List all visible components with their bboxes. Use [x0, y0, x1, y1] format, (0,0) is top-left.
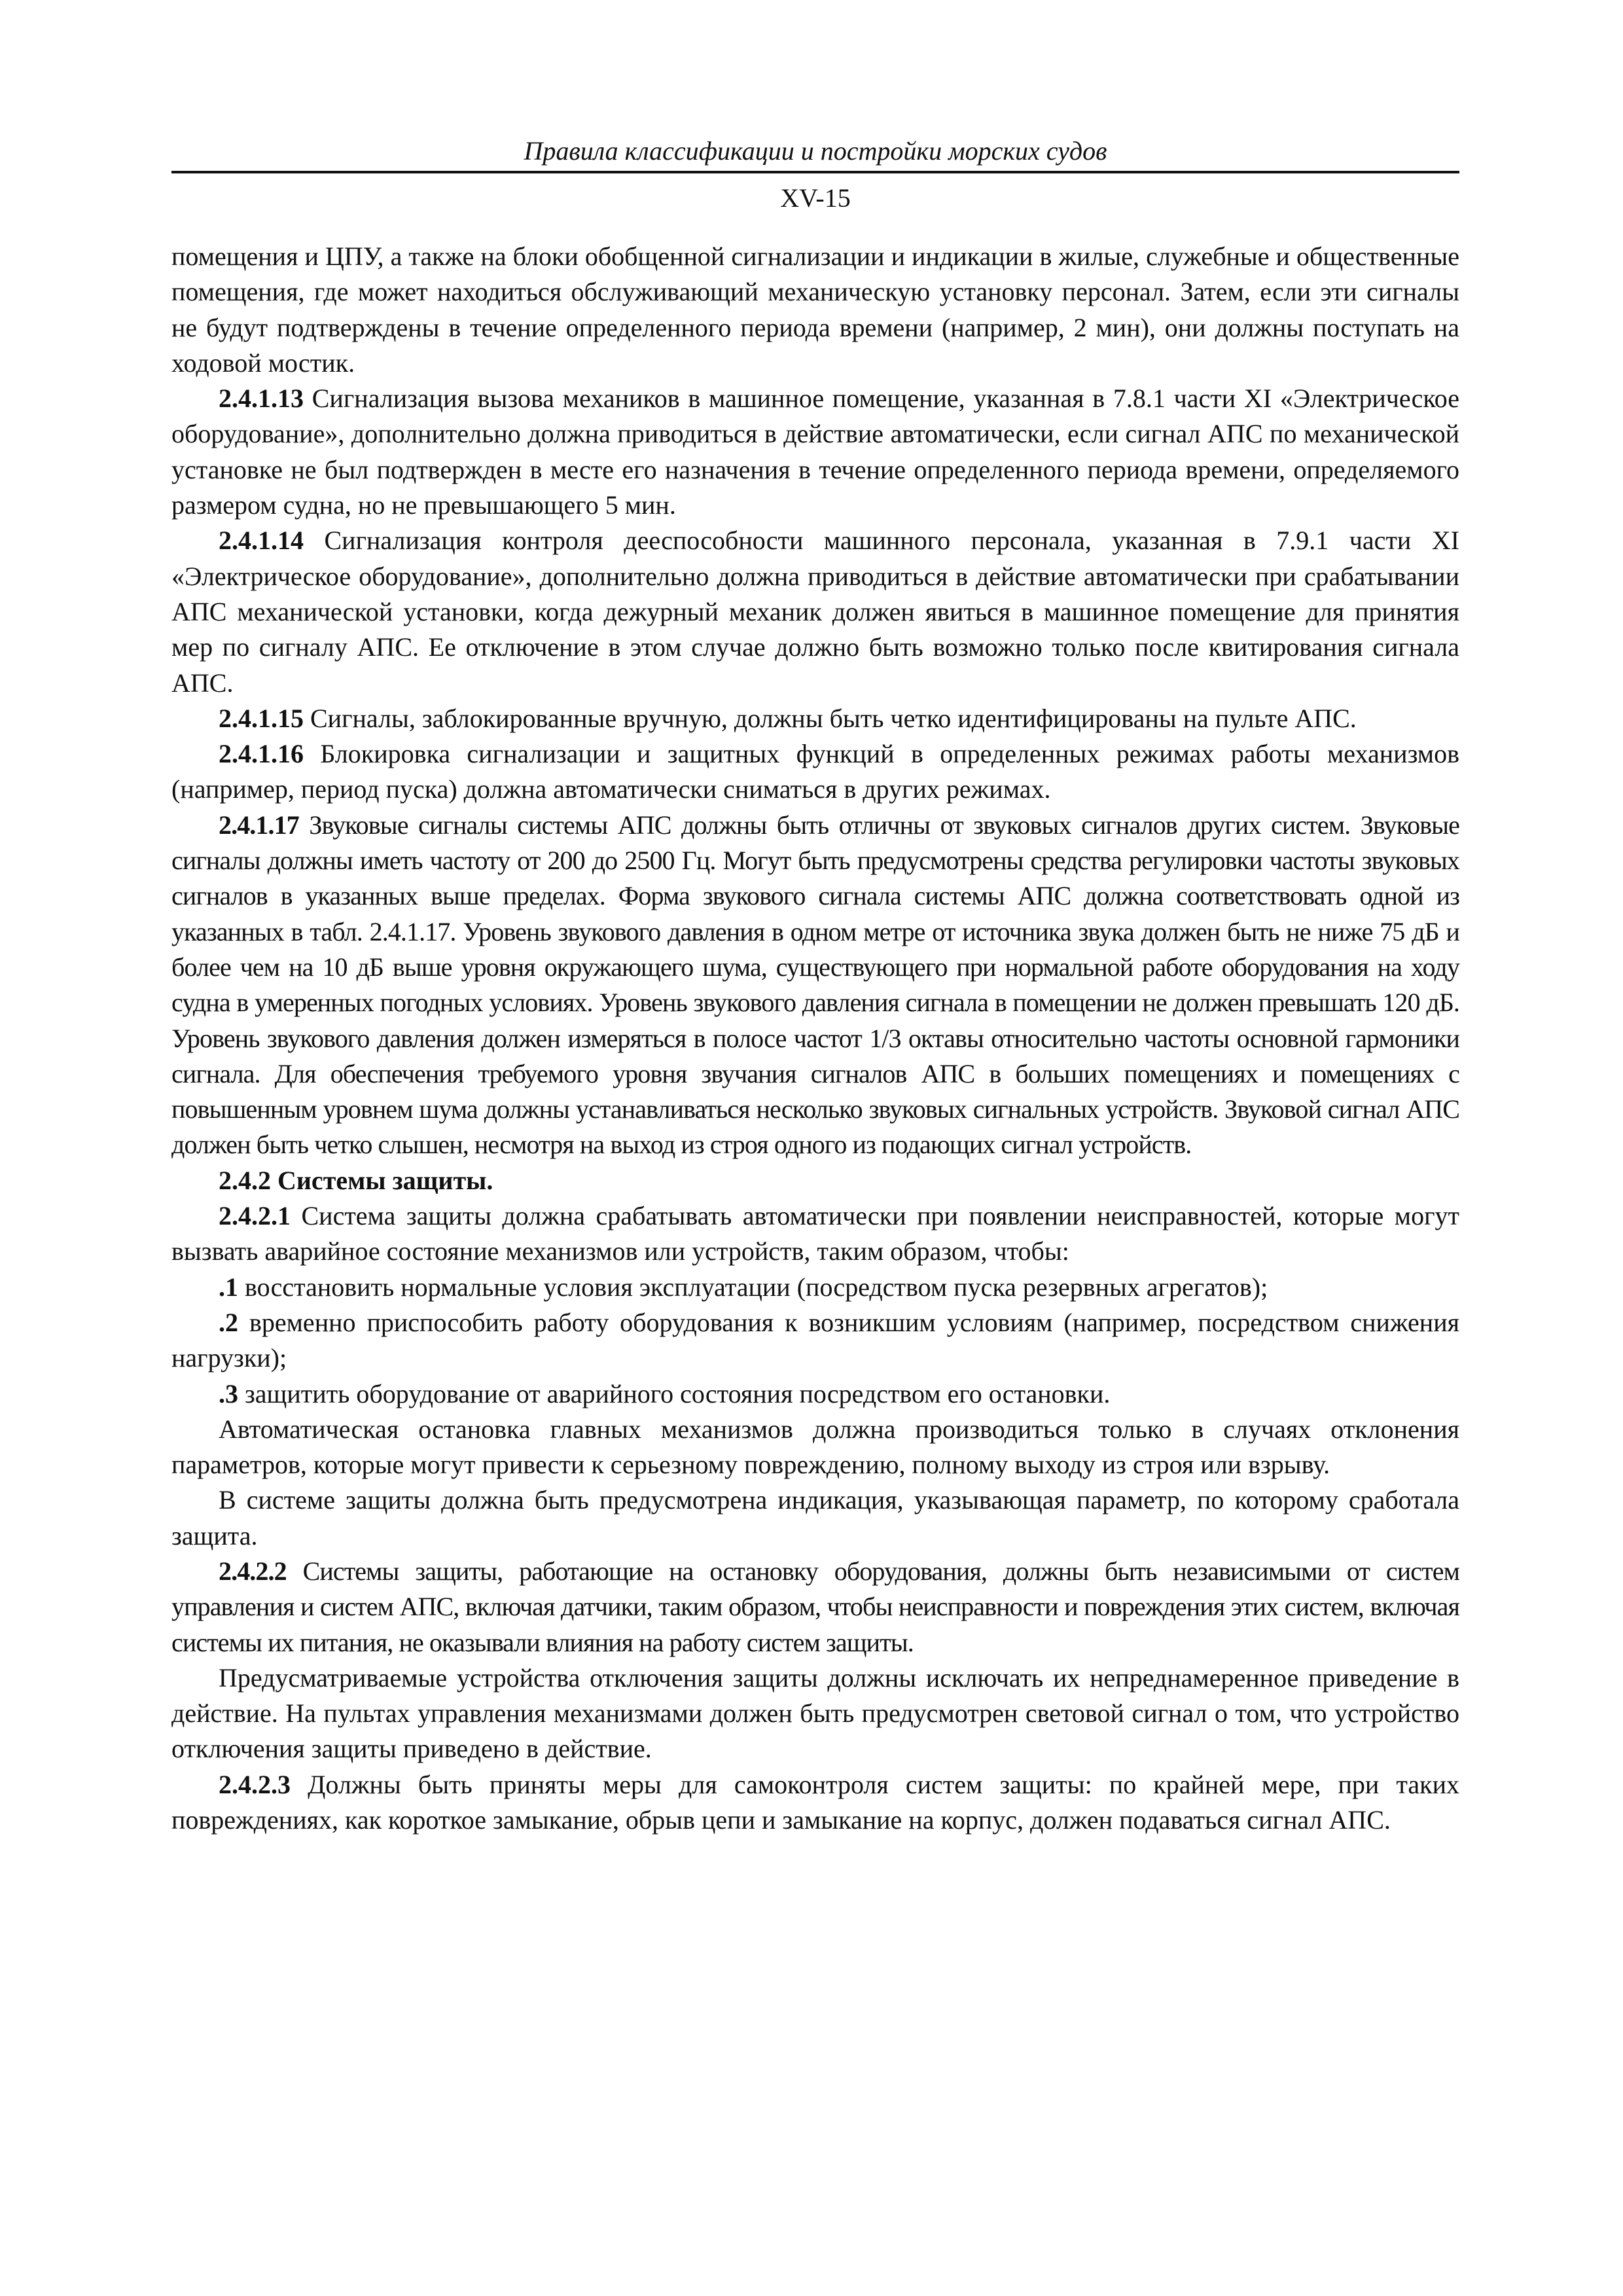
list-item-text: временно приспособить работу оборудования к возникшим условиям (например, посредством снижения нагрузки);: [171, 1307, 1459, 1373]
list-item-number: .3: [219, 1378, 238, 1408]
paragraph: [171, 808, 1459, 1163]
paragraph-text: Сигнализация вызова механиков в машинное помещение, указанная в 7.8.1 части XI «Электрическое оборудование», дополнительно должна приводиться в действие автоматически, если сигнал АПС по механической установке не был подтвержден в месте его назначения в течение определенного периода времени, определяемого размером судна, но не превышающего 5 мин.: [171, 384, 1459, 520]
paragraph-text: Автоматическая остановка главных механизмов должна производиться только в случаях отклонения параметров, которые могут привести к серьезному повреждению, полному выходу из строя или взрыву.: [171, 1414, 1459, 1480]
paragraph-text: Предусматриваемые устройства отключения защиты должны исключать их непреднамеренное приведение в действие. На пультах управления механизмами должен быть предусмотрен световой сигнал о том, что устройство отключения защиты приведено в действие.: [171, 1662, 1459, 1764]
clause-number: 2.4.1.17: [219, 810, 299, 840]
paragraph: [171, 736, 1459, 808]
paragraph: [171, 1482, 1459, 1554]
paragraph: [171, 1412, 1459, 1483]
clause-number: 2.4.2.1: [219, 1201, 291, 1231]
paragraph-text: Блокировка сигнализации и защитных функций в определенных режимах работы механизмов (например, период пуска) должна автоматически сниматься в других режимах.: [171, 739, 1459, 804]
list-item-number: .1: [219, 1272, 238, 1302]
paragraph: [171, 523, 1459, 700]
list-item: [171, 1305, 1459, 1376]
clause-number: 2.4.1.16: [219, 739, 304, 769]
paragraph-text: Сигнализация контроля дееспособности машинного персонала, указанная в 7.9.1 части XI «Электрическое оборудование», дополнительно должна приводиться в действие автоматически при срабатывании АПС механической установки, когда дежурный механик должен явиться в машинное помещение для принятия мер по сигналу АПС. Ее отключение в этом случае должно быть возможно только после квитирования сигнала АПС.: [171, 526, 1459, 698]
clause-number: 2.4.1.14: [219, 526, 304, 556]
paragraph: [171, 1767, 1459, 1839]
body-text: [171, 239, 1459, 1838]
section-heading: [171, 1163, 1459, 1198]
list-item-text: восстановить нормальные условия эксплуатации (посредством пуска резервных агрегатов);: [238, 1272, 1268, 1302]
paragraph-text: Система защиты должна срабатывать автоматически при появлении неисправностей, которые могут вызвать аварийное состояние механизмов или устройств, таким образом, чтобы:: [171, 1201, 1459, 1266]
paragraph-text: Системы защиты, работающие на остановку оборудования, должны быть независимыми от систем управления и систем АПС, включая датчики, таким образом, чтобы неисправности и повреждения этих систем, включая системы их питания, не оказывали влияния на работу систем защиты.: [171, 1556, 1459, 1657]
clause-number: 2.4.2.3: [219, 1769, 291, 1799]
list-item: [171, 1270, 1459, 1305]
paragraph: [171, 701, 1459, 736]
paragraph-text: Звуковые сигналы системы АПС должны быть отличны от звуковых сигналов других систем. Звуковые сигналы должны иметь частоту от 200 до 2500 Гц. Могут быть предусмотрены средства регулировки частоты звуковых сигналов в указанных выше пределах. Форма звукового сигнала системы АПС должна соответствовать одной из указанных в табл. 2.4.1.17. Уровень звукового давления в одном метре от источника звука должен быть не ниже 75 дБ и более чем на 10 дБ выше уровня окружающего шума, существующего при нормальной работе оборудования на ходу судна в умеренных погодных условиях. Уровень звукового давления сигнала в помещении не должен превышать 120 дБ. Уровень звукового давления должен измеряться в полосе частот 1/3 октавы относительно частоты основной гармоники сигнала. Для обеспечения требуемого уровня звучания сигналов АПС в больших помещениях и помещениях с повышенным уровнем шума должны устанавливаться несколько звуковых сигнальных устройств. Звуковой сигнал АПС должен быть четко слышен, несмотря на выход из строя одного из подающих сигнал устройств.: [171, 810, 1459, 1160]
paragraph-text: помещения и ЦПУ, а также на блоки обобщенной сигнализации и индикации в жилые, служебные и общественные помещения, где может находиться обслуживающий механическую установку персонал. Затем, если эти сигналы не будут подтверждены в течение определенного периода времени (например, 2 мин), они должны поступать на ходовой мостик.: [171, 242, 1459, 378]
list-item-number: .2: [219, 1307, 238, 1337]
paragraph: [171, 1660, 1459, 1767]
clause-number: 2.4.2.2: [219, 1556, 287, 1586]
paragraph: [171, 1554, 1459, 1660]
paragraph: [171, 381, 1459, 523]
list-item: [171, 1376, 1459, 1412]
clause-number: 2.4.1.15: [219, 703, 304, 733]
page-number: XV-15: [780, 183, 851, 213]
paragraph: [171, 1198, 1459, 1270]
paragraph: [171, 239, 1459, 381]
paragraph-text: Должны быть приняты меры для самоконтроля систем защиты: по крайней мере, при таких повреждениях, как короткое замыкание, обрыв цепи и замыкание на корпус, должен подаваться сигнал АПС.: [171, 1769, 1459, 1835]
paragraph-text: В системе защиты должна быть предусмотрена индикация, указывающая параметр, по которому сработала защита.: [171, 1485, 1459, 1551]
clause-number: 2.4.1.13: [219, 384, 304, 414]
running-header: Правила классификации и постройки морских судов: [524, 136, 1107, 166]
document-page: [171, 134, 1459, 1838]
section-heading-text: 2.4.2 Системы защиты.: [219, 1165, 493, 1195]
header-rule: [171, 171, 1459, 173]
list-item-text: защитить оборудование от аварийного состояния посредством его остановки.: [238, 1378, 1111, 1408]
paragraph-text: Сигналы, заблокированные вручную, должны быть четко идентифицированы на пульте АПС.: [304, 703, 1357, 733]
